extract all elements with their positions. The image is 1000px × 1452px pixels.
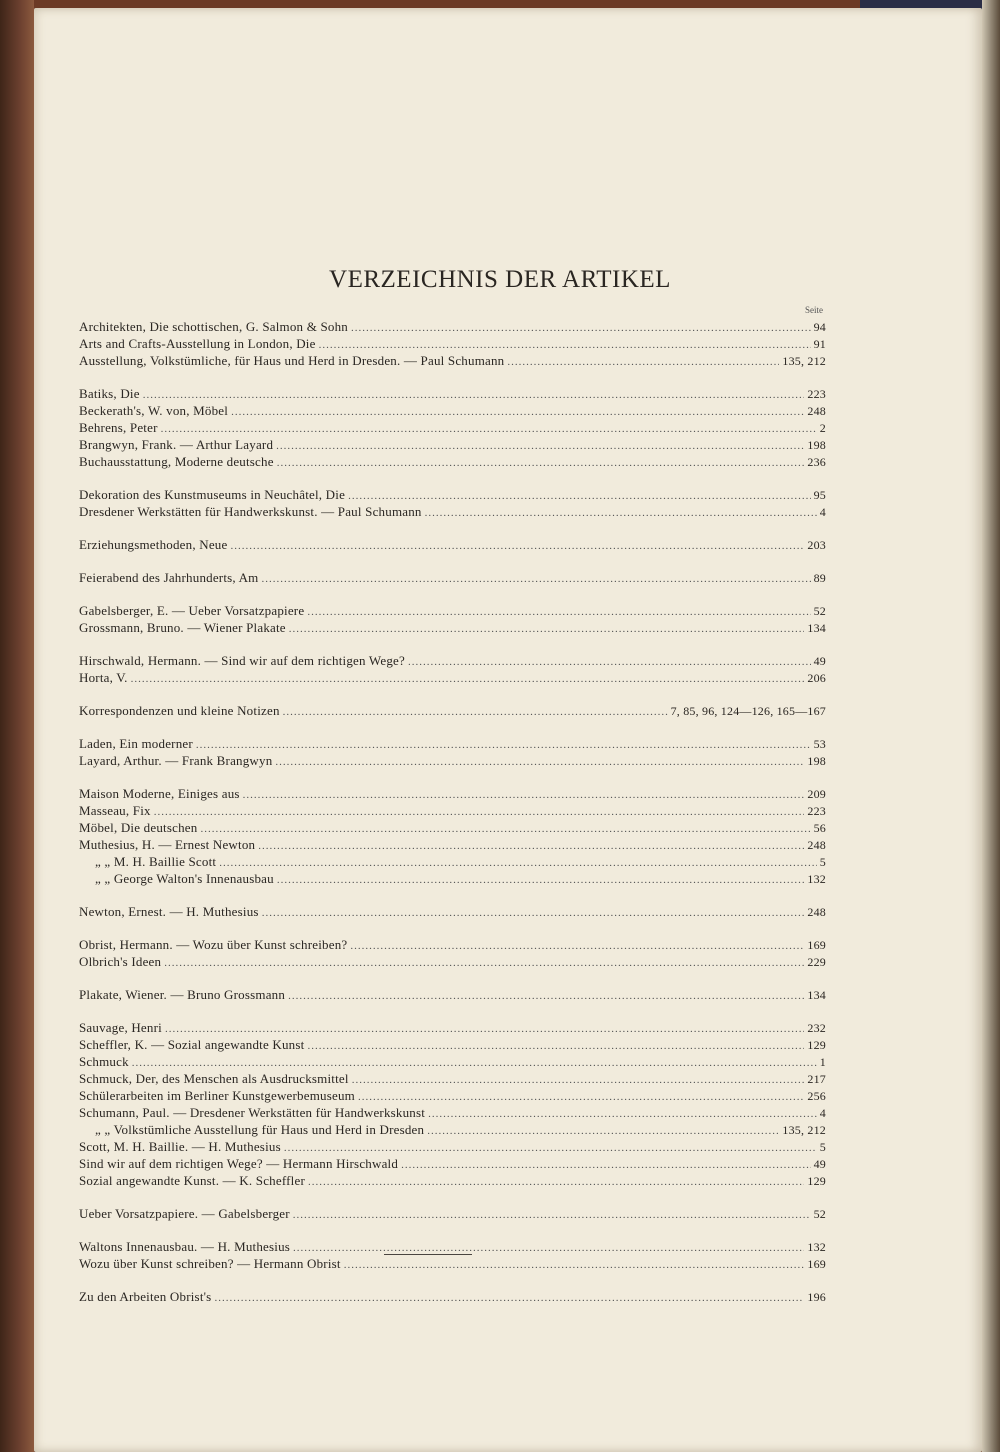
toc-entry-page: 196: [807, 1290, 826, 1304]
toc-entry: [79, 1070, 826, 1087]
toc-entry: [79, 802, 826, 819]
toc-entry-page: 223: [807, 387, 826, 401]
toc-entry: [79, 1087, 826, 1104]
toc-entry-page: 217: [807, 1072, 826, 1086]
toc-entry: [79, 318, 826, 335]
toc-entry-title: Scott, M. H. Baillie. — H. Muthesius: [79, 1139, 281, 1154]
toc-entry: [79, 419, 826, 436]
toc-entry-title: Beckerath's, W. von, Möbel: [79, 403, 229, 418]
toc-entry-page: 256: [807, 1089, 826, 1103]
toc-entry: [79, 385, 826, 402]
dot-leader: [307, 1038, 804, 1055]
toc-entry-title: Sauvage, Henri: [79, 1020, 162, 1035]
toc-entry-title: Hirschwald, Hermann. — Sind wir auf dem richtigen Wege?: [79, 653, 405, 668]
toc-entry-page: 248: [807, 905, 826, 919]
page-edge: [982, 0, 1000, 1452]
dot-leader: [243, 787, 805, 804]
dot-leader: [427, 1123, 779, 1140]
toc-entry-page: 135, 212: [782, 354, 826, 368]
toc-entry-title: Grossmann, Bruno. — Wiener Plakate: [79, 620, 286, 635]
toc-entry-title: „ „ George Walton's Innenausbau: [95, 871, 274, 886]
toc-entry: [79, 602, 826, 619]
toc-entry-page: 129: [807, 1174, 826, 1188]
toc-entry: [79, 752, 826, 769]
page-title: VERZEICHNIS DER ARTIKEL: [329, 266, 671, 293]
toc-entry-page: 5: [819, 855, 826, 869]
dot-leader: [230, 538, 804, 555]
dot-leader: [344, 1257, 805, 1274]
toc-entry-title: Sind wir auf dem richtigen Wege? — Hermann Hirschwald: [79, 1156, 399, 1171]
toc-entry-page: 52: [813, 604, 826, 618]
toc-entry: [79, 903, 826, 920]
closing-rule: [384, 1254, 472, 1255]
toc-entry-page: 5: [819, 1140, 826, 1154]
toc-entry-title: „ „ Volkstümliche Ausstellung für Haus und Herd in Dresden: [95, 1122, 425, 1137]
toc-entry: [79, 669, 826, 686]
toc-entry-title: Sozial angewandte Kunst. — K. Scheffler: [79, 1173, 305, 1188]
toc-entry-title: Ausstellung, Volkstümliche, für Haus und Herd in Dresden. — Paul Schumann: [79, 353, 505, 368]
toc-entry: [79, 402, 826, 419]
dot-leader: [277, 455, 805, 472]
toc-entry: [79, 853, 826, 870]
toc-entry-title: Muthesius, H. — Ernest Newton: [79, 837, 256, 852]
toc-entry-page: 206: [807, 671, 826, 685]
dot-leader: [351, 320, 811, 337]
toc-entry: [79, 819, 826, 836]
toc-entry: [79, 486, 826, 503]
page-column-header: Seite: [805, 305, 823, 315]
toc-entry-page: 7, 85, 96, 124—126, 165—167: [670, 704, 826, 718]
dot-leader: [143, 387, 805, 404]
toc-entry-page: 236: [807, 455, 826, 469]
toc-entry-page: 52: [813, 1207, 826, 1221]
toc-entry: [79, 652, 826, 669]
toc-entry: [79, 936, 826, 953]
toc-entry-page: 94: [813, 320, 826, 334]
toc-entry-title: Ueber Vorsatzpapiere. — Gabelsberger: [79, 1206, 290, 1221]
toc-entry-title: Schmuck: [79, 1054, 129, 1069]
toc-entry-page: 248: [807, 838, 826, 852]
dot-leader: [507, 354, 779, 371]
toc-entry: [79, 1172, 826, 1189]
toc-entry: [79, 785, 826, 802]
toc-entry-title: Schülerarbeiten im Berliner Kunstgewerbemuseum: [79, 1088, 355, 1103]
toc-entry: [79, 453, 826, 470]
toc-entry-title: Waltons Innenausbau. — H. Muthesius: [79, 1239, 291, 1254]
toc-entry-page: 169: [807, 1257, 826, 1271]
toc-entry: [79, 986, 826, 1003]
toc-entry: [79, 702, 826, 719]
toc-entry: [79, 1255, 826, 1272]
toc-entry: [79, 569, 826, 586]
toc-entry-title: Korrespondenzen und kleine Notizen: [79, 703, 280, 718]
dot-leader: [293, 1207, 811, 1224]
toc-entry: [79, 536, 826, 553]
dot-leader: [401, 1157, 811, 1174]
toc-entry-page: 135, 212: [782, 1123, 826, 1137]
dot-leader: [219, 855, 817, 872]
toc-entry: [79, 836, 826, 853]
toc-entry-title: Scheffler, K. — Sozial angewandte Kunst: [79, 1037, 305, 1052]
dot-leader: [276, 438, 804, 455]
toc-entry-title: Newton, Ernest. — H. Muthesius: [79, 904, 259, 919]
dot-leader: [352, 1072, 805, 1089]
toc-entry: [79, 1205, 826, 1222]
toc-entry-title: Wozu über Kunst schreiben? — Hermann Obrist: [79, 1256, 341, 1271]
toc-entry-title: Dekoration des Kunstmuseums in Neuchâtel, Die: [79, 487, 346, 502]
dot-leader: [288, 988, 804, 1005]
toc-entry: [79, 1121, 826, 1138]
toc-entry-title: Layard, Arthur. — Frank Brangwyn: [79, 753, 273, 768]
toc-entry: [79, 1155, 826, 1172]
dot-leader: [308, 1174, 804, 1191]
toc-entry-page: 49: [813, 654, 826, 668]
dot-leader: [350, 938, 804, 955]
toc-entry: [79, 619, 826, 636]
dot-leader: [196, 737, 811, 754]
toc-entry: [79, 503, 826, 520]
dot-leader: [428, 1106, 817, 1123]
toc-entry: [79, 436, 826, 453]
toc-entry-title: Behrens, Peter: [79, 420, 158, 435]
toc-entry-page: 91: [813, 337, 826, 351]
toc-entry-title: Gabelsberger, E. — Ueber Vorsatzpapiere: [79, 603, 305, 618]
toc-entry-page: 95: [813, 488, 826, 502]
toc-entry: [79, 335, 826, 352]
toc-entry-title: Schmuck, Der, des Menschen als Ausdrucksmittel: [79, 1071, 349, 1086]
toc-entry-title: Buchausstattung, Moderne deutsche: [79, 454, 274, 469]
toc-entry-title: Arts and Crafts-Ausstellung in London, Die: [79, 336, 316, 351]
toc-entry-title: „ „ M. H. Baillie Scott: [95, 854, 217, 869]
toc-entry-title: Dresdener Werkstätten für Handwerkskunst. — Paul Schumann: [79, 504, 422, 519]
toc-entry-page: 129: [807, 1038, 826, 1052]
toc-entry-page: 134: [807, 988, 826, 1002]
toc-entry-title: Plakate, Wiener. — Bruno Grossmann: [79, 987, 286, 1002]
toc-entry-page: 4: [819, 1106, 826, 1120]
dot-leader: [277, 872, 805, 889]
toc-entry-page: 134: [807, 621, 826, 635]
toc-entry-page: 198: [807, 438, 826, 452]
dot-leader: [289, 621, 805, 638]
toc-entry-page: 1: [819, 1055, 826, 1069]
toc-entry-title: Feierabend des Jahrhunderts, Am: [79, 570, 259, 585]
dot-leader: [262, 905, 805, 922]
toc-entry-page: 89: [813, 571, 826, 585]
toc-entry-title: Möbel, Die deutschen: [79, 820, 198, 835]
toc-entry-page: 229: [807, 955, 826, 969]
toc-entry-page: 132: [807, 1240, 826, 1254]
book-spine: [0, 0, 34, 1452]
toc-entry-title: Batiks, Die: [79, 386, 140, 401]
toc-entry-page: 53: [813, 737, 826, 751]
dot-leader: [262, 571, 811, 588]
toc-entry-title: Laden, Ein moderner: [79, 736, 193, 751]
toc-entry-page: 203: [807, 538, 826, 552]
dot-leader: [307, 604, 810, 621]
dot-leader: [283, 704, 668, 721]
toc-entry-title: Brangwyn, Frank. — Arthur Layard: [79, 437, 274, 452]
toc-entry-page: 2: [819, 421, 826, 435]
toc-entry: [79, 1053, 826, 1070]
toc-entry-page: 49: [813, 1157, 826, 1171]
toc-entry: [79, 870, 826, 887]
toc-entry-title: Erziehungsmethoden, Neue: [79, 537, 228, 552]
toc-entry-title: Architekten, Die schottischen, G. Salmon & Sohn: [79, 319, 348, 334]
toc-entry: [79, 1138, 826, 1155]
toc-entry-title: Schumann, Paul. — Dresdener Werkstätten für Handwerkskunst: [79, 1105, 426, 1120]
toc-entry-page: 169: [807, 938, 826, 952]
toc-entry-page: 232: [807, 1021, 826, 1035]
toc-entry: [79, 953, 826, 970]
dot-leader: [164, 955, 804, 972]
toc-entry-page: 132: [807, 872, 826, 886]
toc-entry-title: Maison Moderne, Einiges aus: [79, 786, 240, 801]
toc-entry-page: 198: [807, 754, 826, 768]
toc-entry-page: 248: [807, 404, 826, 418]
dot-leader: [425, 505, 817, 522]
toc-entry-page: 4: [819, 505, 826, 519]
toc-entry-page: 209: [807, 787, 826, 801]
toc-entry: [79, 1238, 826, 1255]
dot-leader: [293, 1240, 804, 1257]
table-of-contents: [79, 318, 826, 1305]
dot-leader: [200, 821, 810, 838]
toc-entry-page: 56: [813, 821, 826, 835]
dot-leader: [275, 754, 804, 771]
toc-entry: [79, 1036, 826, 1053]
dot-leader: [408, 654, 811, 671]
toc-entry: [79, 352, 826, 369]
dot-leader: [231, 404, 804, 421]
toc-entry: [79, 1104, 826, 1121]
toc-entry-title: Masseau, Fix: [79, 803, 151, 818]
toc-entry-title: Olbrich's Ideen: [79, 954, 162, 969]
dot-leader: [131, 671, 805, 688]
toc-entry-title: Horta, V.: [79, 670, 128, 685]
toc-entry-title: Obrist, Hermann. — Wozu über Kunst schreiben?: [79, 937, 348, 952]
dot-leader: [214, 1290, 804, 1307]
toc-entry: [79, 1019, 826, 1036]
toc-entry-title: Zu den Arbeiten Obrist's: [79, 1289, 212, 1304]
dot-leader: [154, 804, 805, 821]
dot-leader: [258, 838, 804, 855]
toc-entry-page: 223: [807, 804, 826, 818]
toc-entry: [79, 735, 826, 752]
toc-entry: [79, 1288, 826, 1305]
